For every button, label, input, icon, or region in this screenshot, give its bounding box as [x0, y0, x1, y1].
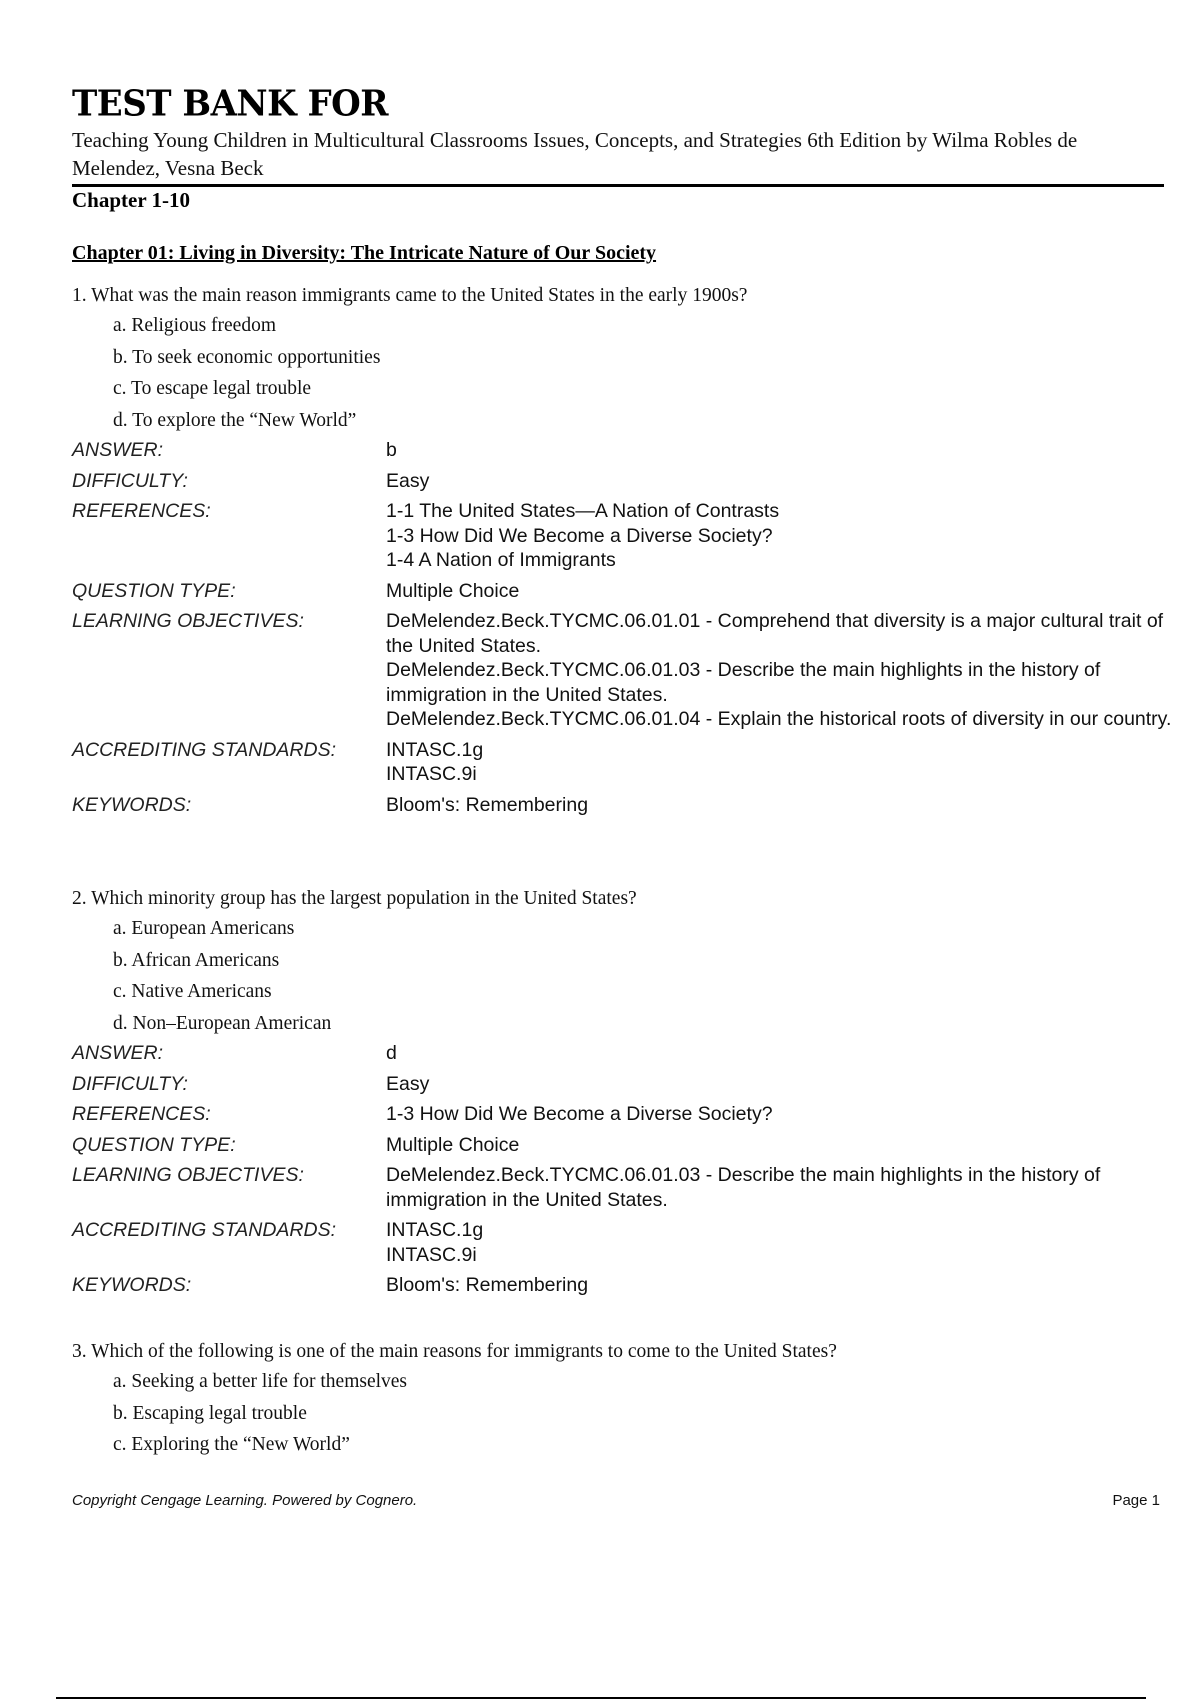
answer-option: a. European Americans [113, 918, 295, 939]
meta-value: Easy [386, 469, 430, 492]
meta-label: DIFFICULTY: [72, 1072, 188, 1095]
question-stem: 2. Which minority group has the largest population in the United States? [72, 888, 637, 909]
document-title: TEST BANK FOR [72, 83, 389, 125]
meta-label: LEARNING OBJECTIVES: [72, 1164, 304, 1186]
question-1 [72, 284, 1172, 823]
chapter-heading: Chapter 01: Living in Diversity: The Intricate Nature of Our Society [72, 242, 657, 264]
answer-option: c. Exploring the “New World” [113, 1434, 350, 1455]
meta-label: REFERENCES: [72, 500, 211, 522]
question-metadata [72, 1041, 1172, 1298]
meta-keywords [72, 1273, 1172, 1298]
meta-label: ANSWER: [72, 1042, 164, 1064]
meta-label: LEARNING OBJECTIVES: [72, 610, 304, 632]
meta-label: KEYWORDS: [72, 793, 192, 816]
meta-value: DeMelendez.Beck.TYCMC.06.01.03 - Describe the main highlights in the history of immigration in the United States. [386, 659, 1101, 706]
question-2 [72, 887, 1172, 1304]
meta-value: DeMelendez.Beck.TYCMC.06.01.03 - Describe the main highlights in the history of immigration in the United States. [386, 1164, 1101, 1211]
meta-accrediting-standards [72, 1218, 1172, 1267]
question-3 [72, 1340, 1172, 1465]
answer-option: b. African Americans [113, 949, 280, 971]
meta-value: INTASC.1g [386, 1219, 484, 1241]
meta-value: d [386, 1042, 397, 1064]
answer-option: a. Religious freedom [113, 315, 276, 336]
meta-keywords [72, 793, 1172, 818]
meta-value: 1-4 A Nation of Immigrants [386, 549, 616, 571]
meta-label: REFERENCES: [72, 1103, 211, 1125]
meta-value: Multiple Choice [386, 579, 520, 602]
meta-question-type [72, 579, 1172, 604]
meta-value: 1-3 How Did We Become a Diverse Society? [386, 1103, 773, 1125]
answer-option: c. To escape legal trouble [113, 378, 312, 399]
answer-option: b. Escaping legal trouble [113, 1402, 307, 1424]
meta-value: INTASC.1g [386, 738, 484, 761]
meta-value: b [386, 439, 397, 461]
meta-value: DeMelendez.Beck.TYCMC.06.01.01 - Comprehend that diversity is a major cultural trait of the United States. [386, 610, 1164, 657]
answer-option: d. Non–European American [113, 1012, 332, 1034]
meta-value: Bloom's: Remembering [386, 1274, 589, 1296]
meta-learning-objectives [72, 1163, 1172, 1212]
page-bottom-divider [56, 1697, 1146, 1699]
meta-value: 1-1 The United States—A Nation of Contrasts [386, 500, 780, 522]
meta-learning-objectives [72, 609, 1172, 732]
meta-difficulty [72, 469, 1172, 494]
meta-label: QUESTION TYPE: [72, 1133, 236, 1156]
question-stem: 3. Which of the following is one of the main reasons for immigrants to come to the United States? [72, 1341, 837, 1362]
meta-value: INTASC.9i [386, 1243, 477, 1266]
footer-copyright: Copyright Cengage Learning. Powered by Cognero. [72, 1492, 418, 1509]
answer-option: a. Seeking a better life for themselves [113, 1371, 408, 1392]
meta-value: 1-3 How Did We Become a Diverse Society? [386, 524, 773, 547]
answer-options [72, 1370, 1172, 1465]
chapter-range: Chapter 1-10 [72, 188, 191, 212]
meta-value: INTASC.9i [386, 763, 477, 785]
meta-label: QUESTION TYPE: [72, 579, 236, 602]
meta-label: KEYWORDS: [72, 1274, 192, 1296]
meta-label: ACCREDITING STANDARDS: [72, 1219, 336, 1241]
meta-answer [72, 1041, 1172, 1066]
answer-options [72, 314, 1172, 440]
question-metadata [72, 438, 1172, 817]
header-divider [72, 184, 1164, 187]
meta-label: ANSWER: [72, 439, 164, 461]
answer-option: c. Native Americans [113, 981, 272, 1002]
meta-value: Easy [386, 1072, 430, 1095]
document-subtitle: Teaching Young Children in Multicultural Classrooms Issues, Concepts, and Strategies 6th Edition by Wilma Robles de Melendez, Vesna Beck [72, 128, 1078, 180]
meta-accrediting-standards [72, 738, 1172, 787]
answer-option: d. To explore the “New World” [113, 409, 357, 431]
meta-references [72, 1102, 1172, 1127]
meta-value: Multiple Choice [386, 1133, 520, 1156]
meta-difficulty [72, 1072, 1172, 1097]
answer-options [72, 917, 1172, 1043]
meta-value: DeMelendez.Beck.TYCMC.06.01.04 - Explain the historical roots of diversity in our country. [386, 708, 1172, 730]
meta-answer [72, 438, 1172, 463]
question-stem: 1. What was the main reason immigrants came to the United States in the early 1900s? [72, 285, 748, 306]
answer-option: b. To seek economic opportunities [113, 346, 381, 368]
meta-question-type [72, 1133, 1172, 1158]
page-number: Page 1 [1112, 1492, 1160, 1509]
meta-label: DIFFICULTY: [72, 469, 188, 492]
meta-value: Bloom's: Remembering [386, 793, 589, 816]
meta-references [72, 499, 1172, 573]
meta-label: ACCREDITING STANDARDS: [72, 738, 336, 761]
